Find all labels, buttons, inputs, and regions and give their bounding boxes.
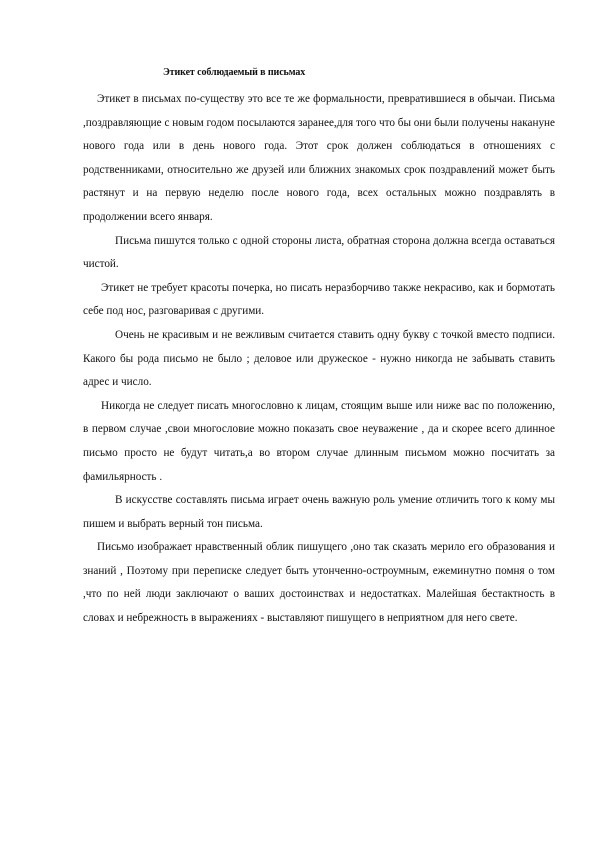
document-title: Этикет соблюдаемый в письмах bbox=[163, 67, 306, 78]
paragraph-handwriting: Этикет не требует красоты почерка, но писать неразборчиво также некрасиво, как и бормотать себе под нос, разговаривая с другими. bbox=[83, 281, 555, 318]
paragraph-verbosity: Никогда не следует писать многословно к лицам, стоящим выше или ниже вас по положению, в первом случае ,свои многословие можно показать свое неуважение , да и скорее всего длинное письмо просто не будут читать,а во втором случае длинным письмом можно посчитать за фамильярность . bbox=[83, 399, 555, 483]
paragraph-letter-etiquette-customs: Этикет в письмах по-существу это все те же формальности, превратившиеся в обычаи. Письма ,поздравляющие с новым годом посылаются заранее,для того что бы они были получены накануне нового года или в день нового года. Этот срок должен соблюдаться в отношениях с родственниками, относительно же друзей или ближних знакомых срок поздравлений может быть растянут и на первую неделю после нового года, всех остальных можно поздравлять в продолжении всего января. bbox=[83, 93, 555, 223]
paragraph-moral-image: Письмо изображает нравственный облик пишущего ,оно так сказать мерило его образования и знаний , Поэтому при переписке следует быть утонченно-остроумным, ежеминутно помня о том ,что по ней люди заключают о ваших достоинствах и недостатках. Малейшая бестактность в словах и небрежность в выражениях - выставляют пишущего в неприятном для него свете. bbox=[83, 541, 555, 625]
paragraph-signature-and-address: Очень не красивым и не вежливым считается ставить одну букву с точкой вместо подписи. Какого бы рода письмо не было ; деловое или дружеское - нужно никогда не забывать ставить адрес и число. bbox=[83, 328, 555, 389]
paragraph-choosing-tone: В искусстве составлять письма играет очень важную роль умение отличить того к кому мы пишем и выбрать верный тон письма. bbox=[83, 494, 555, 530]
document-body bbox=[83, 88, 555, 631]
paragraph-one-side-of-sheet: Письма пишутся только с одной стороны листа, обратная сторона должна всегда оставаться чистой. bbox=[83, 234, 555, 271]
